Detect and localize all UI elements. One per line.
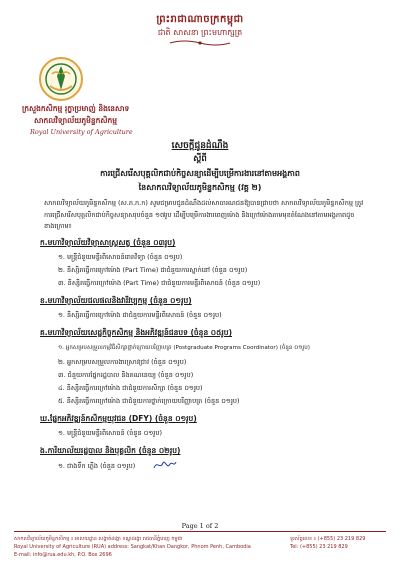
footer-phone: Tel: (+855) 23 219 829 [290,544,348,550]
university-logo-icon [38,56,84,102]
notice-subtitle: ស្តីពី [193,154,207,164]
ministry-name: ក្រសួងកសិកម្ម រុក្ខាប្រមាញ់ និងនេសាទ [22,104,130,113]
list-item: ៣. និស្សិតធ្វើការក្រៅម៉ោង (Part Time) ជាជំនួយការមន្ទីរពិសោធន៍ (ចំនួន ០១រូប) [58,279,261,287]
section-title: គ.មហាវិទ្យាល័យសេដ្ឋកិច្ចកសិកម្ម និងអភិវឌ្ឍន៍ជនបទ (ចំនួន ០៥រូប) [40,328,233,337]
list-item: ១. មន្ត្រីជំនួយមន្ទីរពិសោធន៍រោគវិទ្យា (ចំនួន ០១រូប) [58,253,183,261]
university-name-en: Royal University of Agriculture [30,128,133,136]
section-title: ខ.មហាវិទ្យាល័យជលផលនិងវារីវប្បកម្ម (ចំនួន ០១រូប) [40,296,192,305]
list-item: ៤. និស្សិតធ្វើការក្រៅម៉ោង ជាជំនួយការសិក្សា (ចំនួន ០១រូប) [58,384,203,392]
list-item: ៥. និស្សិតធ្វើការក្រៅម៉ោង ជាជំនួយការថ្នាក់ក្រោយបរិញ្ញាបត្រ (ចំនួន ០១រូប) [58,397,240,405]
footer-address-en: Royal University of Agriculture (RUA) address: Sangkat/Khan Dangkor, Phnom Penh, Cambodia [14,544,251,550]
footer-divider [14,531,386,532]
list-item: ១. អ្នកសម្របសម្រួលកម្មវិធីសិក្សាថ្នាក់ក្រោយបរិញ្ញាបត្រ (Postgraduate Programs Coordinator) (ចំនួន ០១រូប) [58,345,310,351]
page-number: Page 1 of 2 [181,522,219,530]
list-item: ១. មន្ត្រីជំនួយមន្ទីរពិសោធន៍ (ចំនួន ០១រូប) [58,429,162,437]
notice-description-line2: នៃសាកលវិទ្យាល័យភូមិន្ទកសិកម្ម (វគ្គ ២) [138,183,262,192]
intro-paragraph: សាកលវិទ្យាល័យភូមិន្ទកសិកម្ម (ស.ភ.ក.ក) សូមជម្រាបជូនដំណឹងដល់សាធារណជនឱ្យបានជ្រាបថា សាកលវិទ្យាល័យភូមិន្ទកសិកម្ម ត្រូវការជ្រើសរើសបុគ្គលិកជាប់កិច្ចសន្យាសរុបចំនួន ១៧រូប ដើម្បីបម្រើការងារពេញម៉ោង និងក្រៅម៉ោងតាមមុខតំណែងនៅតាមអង្គភាពដូចខាងក្រោម៖ [44,199,364,230]
kingdom-title: ព្រះរាជាណាចក្រកម្ពុជា [156,14,244,25]
handwritten-initials-icon [152,458,178,472]
section-title: ក.មហាវិទ្យាល័យវិទ្យាសាស្ត្រសត្វ (ចំនួន ០៣រូប) [40,238,176,247]
section-title: ឃ.ផ្នែកអភិវឌ្ឍន៍កសិកម្មយុវជន (DFY) (ចំនួន ០១រូប) [40,414,197,423]
national-motto: ជាតិ សាសនា ព្រះមហាក្សត្រ [157,28,243,37]
list-item: ៣. ជំនួយការផ្នែករដ្ឋបាល និងគណនេយ្យ (ចំនួន ០១រូប) [58,371,194,379]
list-item: ១. និស្សិតធ្វើការក្រៅម៉ោង ជាជំនួយការមន្ទីរពិសោធន៍ (ចំនួន ០១រូប) [58,311,222,319]
footer-address-km: សាកលវិទ្យាល័យភូមិន្ទកសិកម្ម ៖ អាសយដ្ឋាន សង្កាត់ដង្កោ ខណ្ឌដង្កោ រាជធានីភ្នំពេញ កម្ពុជា [14,536,183,542]
university-name-km: សាកលវិទ្យាល័យភូមិន្ទកសិកម្ម [34,116,118,125]
notice-description-line1: ការជ្រើសរើសបុគ្គលិកជាប់កិច្ចសន្យាដើម្បីបម្រើការងារនៅតាមអង្គភាព [100,169,300,178]
footer-phone-km: ទូរស័ព្ទលេខ ៖ (+855) 23 219 829 [290,536,366,542]
section-title: ង.ការិយាល័យរដ្ឋបាល និងបុគ្គលិក (ចំនួន ០២រូប) [40,446,181,455]
list-item: ២. អ្នកសម្របសម្រួលការងារស្រាវជ្រាវ (ចំនួន ០១រូប) [58,358,187,366]
notice-title: សេចក្តីជូនដំណឹង [171,141,229,151]
footer-email: E-mail: info@rua.edu.kh, P.O. Box 2696 [14,552,112,558]
list-item: ២. និស្សិតធ្វើការក្រៅម៉ោង (Part Time) ជាជំនួយការស្នាក់នៅ (ចំនួន ០១រូប) [58,266,248,274]
motto-ornament-icon [168,39,232,47]
list-item: ១. ជាងទឹក ភ្លើង (ចំនួន ០១រូប) [58,462,136,470]
